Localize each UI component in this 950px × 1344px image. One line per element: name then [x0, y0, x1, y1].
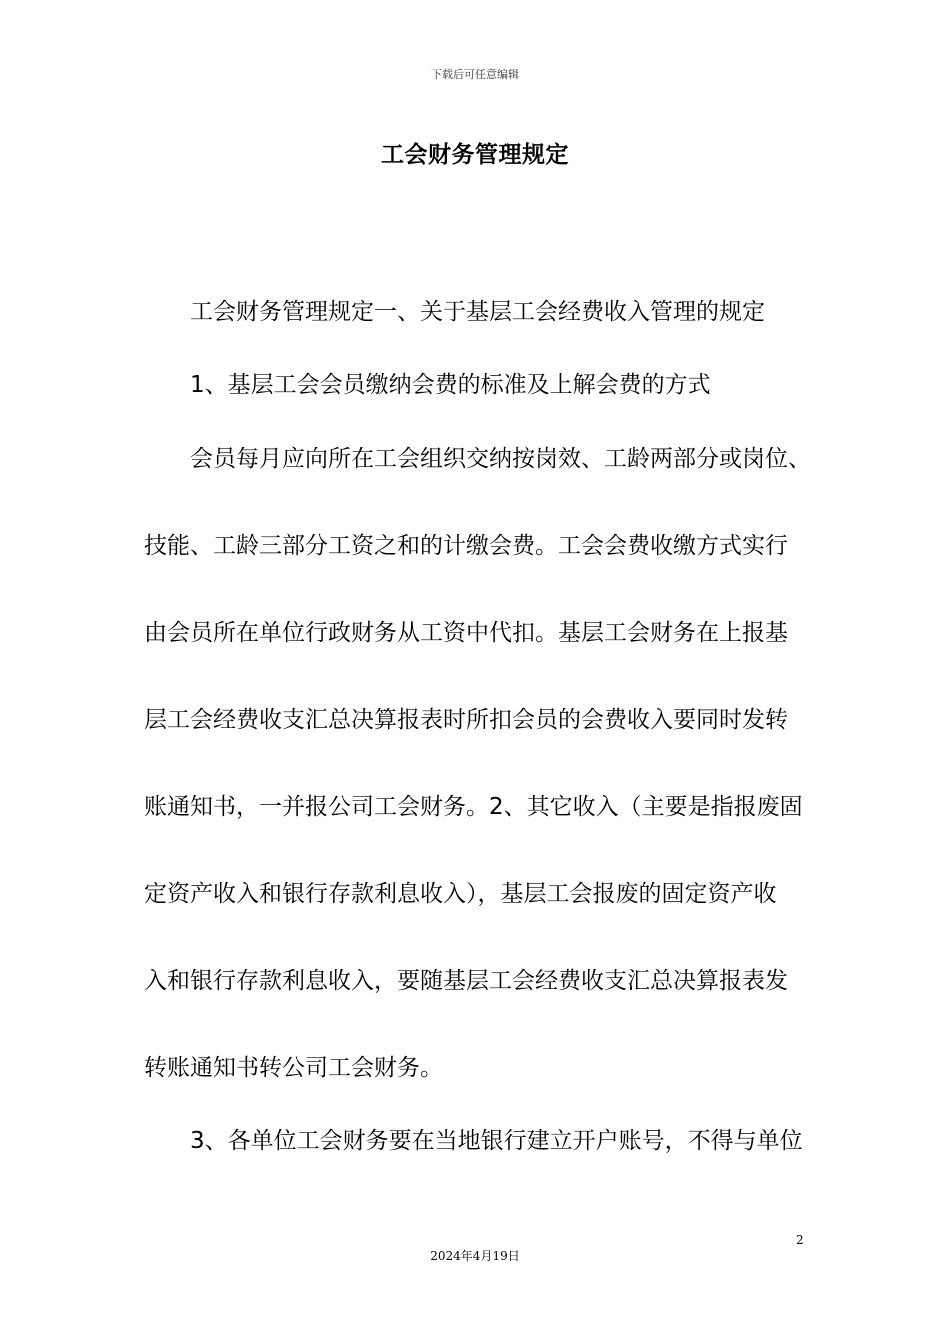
document-title: 工会财务管理规定: [381, 142, 569, 168]
paragraph-line: 账通知书，一并报公司工会财务。2、其它收入（主要是指报废固: [144, 794, 803, 820]
paragraph-line: 由会员所在单位行政财务从工资中代扣。基层工会财务在上报基: [144, 620, 788, 646]
paragraph-line: 转账通知书转公司工会财务。: [144, 1055, 443, 1081]
paragraph-line: 定资产收入和银行存款利息收入），基层工会报废的固定资产收: [144, 881, 777, 907]
footer-date: 2024年4月19日: [430, 1249, 520, 1263]
paragraph-line: 技能、工龄三部分工资之和的计缴会费。工会会费收缴方式实行: [144, 533, 788, 559]
section-heading: 工会财务管理规定一、关于基层工会经费收入管理的规定: [190, 299, 765, 325]
paragraph-line: 入和银行存款利息收入，要随基层工会经费收支汇总决算报表发: [144, 968, 788, 994]
paragraph-line: 会员每月应向所在工会组织交纳按岗效、工龄两部分或岗位、: [190, 446, 811, 472]
paragraph-line: 3、各单位工会财务要在当地银行建立开户账号，不得与单位: [190, 1128, 803, 1154]
paragraph-line: 层工会经费收支汇总决算报表时所扣会员的会费收入要同时发转: [144, 707, 788, 733]
header-note: 下载后可任意编辑: [431, 68, 519, 81]
subsection-heading: 1、基层工会会员缴纳会费的标准及上解会费的方式: [190, 372, 711, 398]
page-number: 2: [796, 1233, 804, 1247]
